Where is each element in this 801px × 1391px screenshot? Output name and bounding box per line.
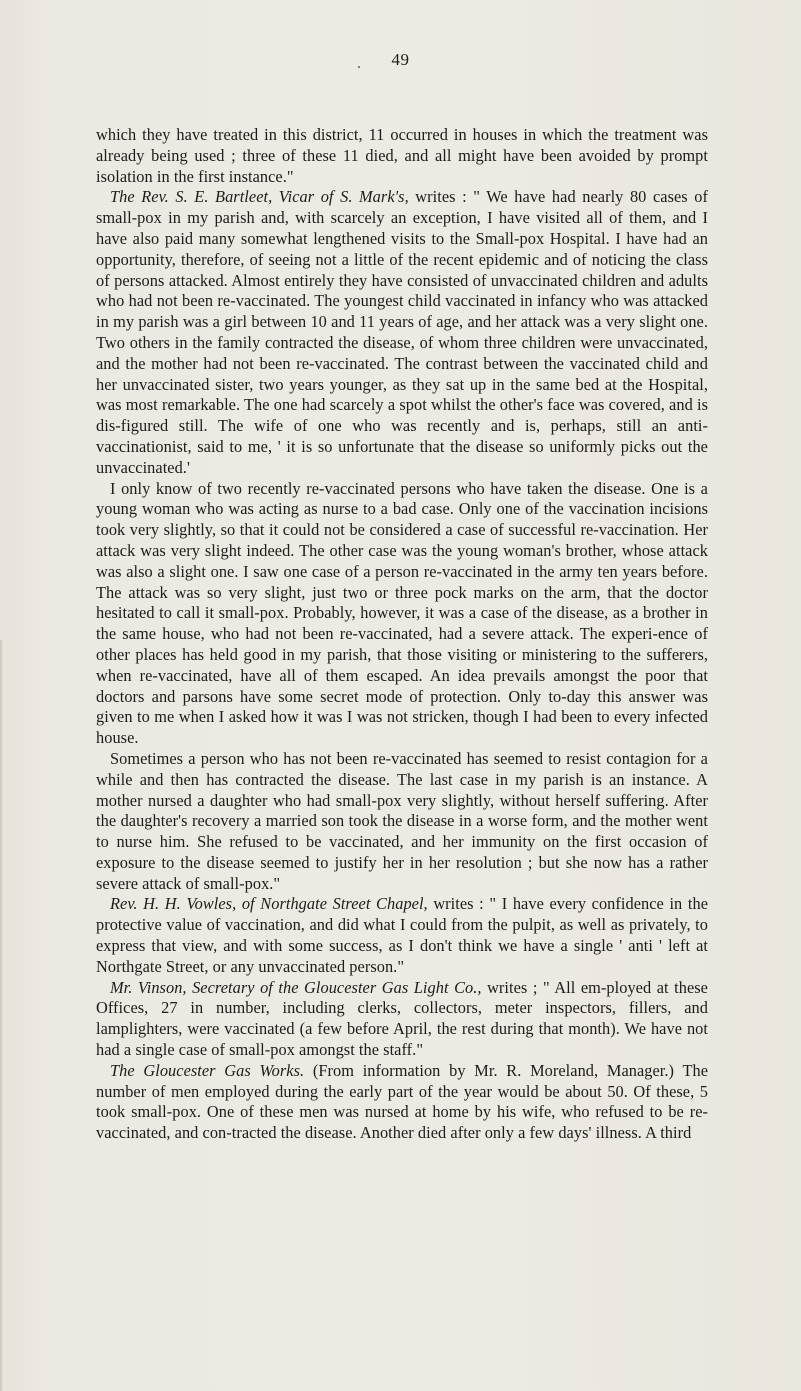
page-mark: . [357,55,361,72]
paragraph-lead: Mr. Vinson, Secretary of the Gloucester Gas Light Co., [110,977,482,997]
paragraph-body: writes ; " All em-ployed at these Offices, 27 in number, including clerks, collectors, meter inspectors, fillers, and lamplighters, were vaccinated (a few before April, the rest during that month). We have not had a single case of small-pox amongst the staff." [96,977,708,1060]
paragraph [96,749,708,895]
paragraph-body: which they have treated in this district, 11 occurred in houses in which the treatment was already being used ; three of these 11 died, and all might have been avoided by prompt isolation in the first instance." [96,125,708,186]
paragraph-body: (From information by Mr. R. Moreland, Manager.) The number of men employed during the early part of the year would be about 50. Of these, 5 took small-pox. One of these men was nursed at home by his wife, who refused to be re-vaccinated, and con-tracted the disease. Another died after only a few days' illness. A third [96,1060,709,1143]
body-text [96,125,708,1144]
paragraph-body: Sometimes a person who has not been re-vaccinated has seemed to resist contagion for a while and then has contracted the disease. The last case in my parish is an instance. A mother nursed a daughter who had small-pox very slightly, without herself suffering. After the daughter's recovery a married son took the disease in a worse form, and the mother went to nurse him. She refused to be vaccinated, and her immunity on the first occasion of exposure to the disease seemed to justify her in her resolution ; but she now has a rather severe attack of small-pox." [96,748,708,893]
paragraph-body: writes : " We have had nearly 80 cases of small-pox in my parish and, with scarcely an exception, I have visited all of them, and I have also paid many somewhat lengthened visits to the Small-pox Hospital. I have had an opportunity, therefore, of seeing not a little of the recent epidemic and of noticing the class of persons attacked. Almost entirely they have consisted of unvaccinated children and adults who had not been re-vaccinated. The youngest child vaccinated in infancy who was attacked in my parish was a girl between 10 and 11 years of age, and her attack was a very slight one. Two others in the family contracted the disease, of whom three children were unvaccinated, and the mother had not been re-vaccinated. The contrast between the vaccinated child and her unvaccinated sister, two years younger, as they sat up in the same bed at the Hospital, was most remarkable. The one had scarcely a spot whilst the other's face was covered, and is dis-figured still. The wife of one who was recently and is, perhaps, still an anti-vaccinationist, said to me, ' it is so unfortunate that the disease so uniformly picks out the unvaccinated.' [96,187,708,477]
paragraph [96,978,708,1061]
paragraph [96,125,708,187]
paragraph [96,479,708,749]
page-number: 49 [391,50,410,69]
paragraph [96,1061,708,1144]
paragraph-lead: The Rev. S. E. Bartleet, Vicar of S. Mark's, [110,187,409,207]
paragraph [96,894,708,977]
paragraph-body: writes : " I have every confidence in the protective value of vaccination, and did what I could from the pulpit, as well as privately, to express that view, and with some success, as I don't think we have a single ' anti ' left at Northgate Street, or any unvaccinated person." [96,894,709,976]
page-edge-shadow [0,640,3,1391]
paragraph [96,187,708,478]
paragraph-body: I only know of two recently re-vaccinated persons who have taken the disease. One is a young woman who was acting as nurse to a bad case. Only one of the vaccination incisions took very slightly, so that it could not be considered a case of successful re-vaccination. Her attack was very slight indeed. The other case was the young woman's brother, whose attack was also a slight one. I saw one case of a person re-vaccinated in the army ten years before. The attack was so very slight, just two or three pock marks on the arm, that the doctor hesitated to call it small-pox. Probably, however, it was a case of the disease, as a brother in the same house, who had not been re-vaccinated, had a severe attack. The experi-ence of other places has held good in my parish, that those visiting or ministering to the sufferers, when re-vaccinated, have all of them escaped. An idea prevails amongst the poor that doctors and parsons have some secret mode of protection. Only to-day this answer was given to me when I asked how it was I was not stricken, though I had been to every infected house. [96,478,708,748]
paragraph-lead: Rev. H. H. Vowles, of Northgate Street Chapel, [110,894,428,914]
paragraph-lead: The Gloucester Gas Works. [110,1060,305,1080]
